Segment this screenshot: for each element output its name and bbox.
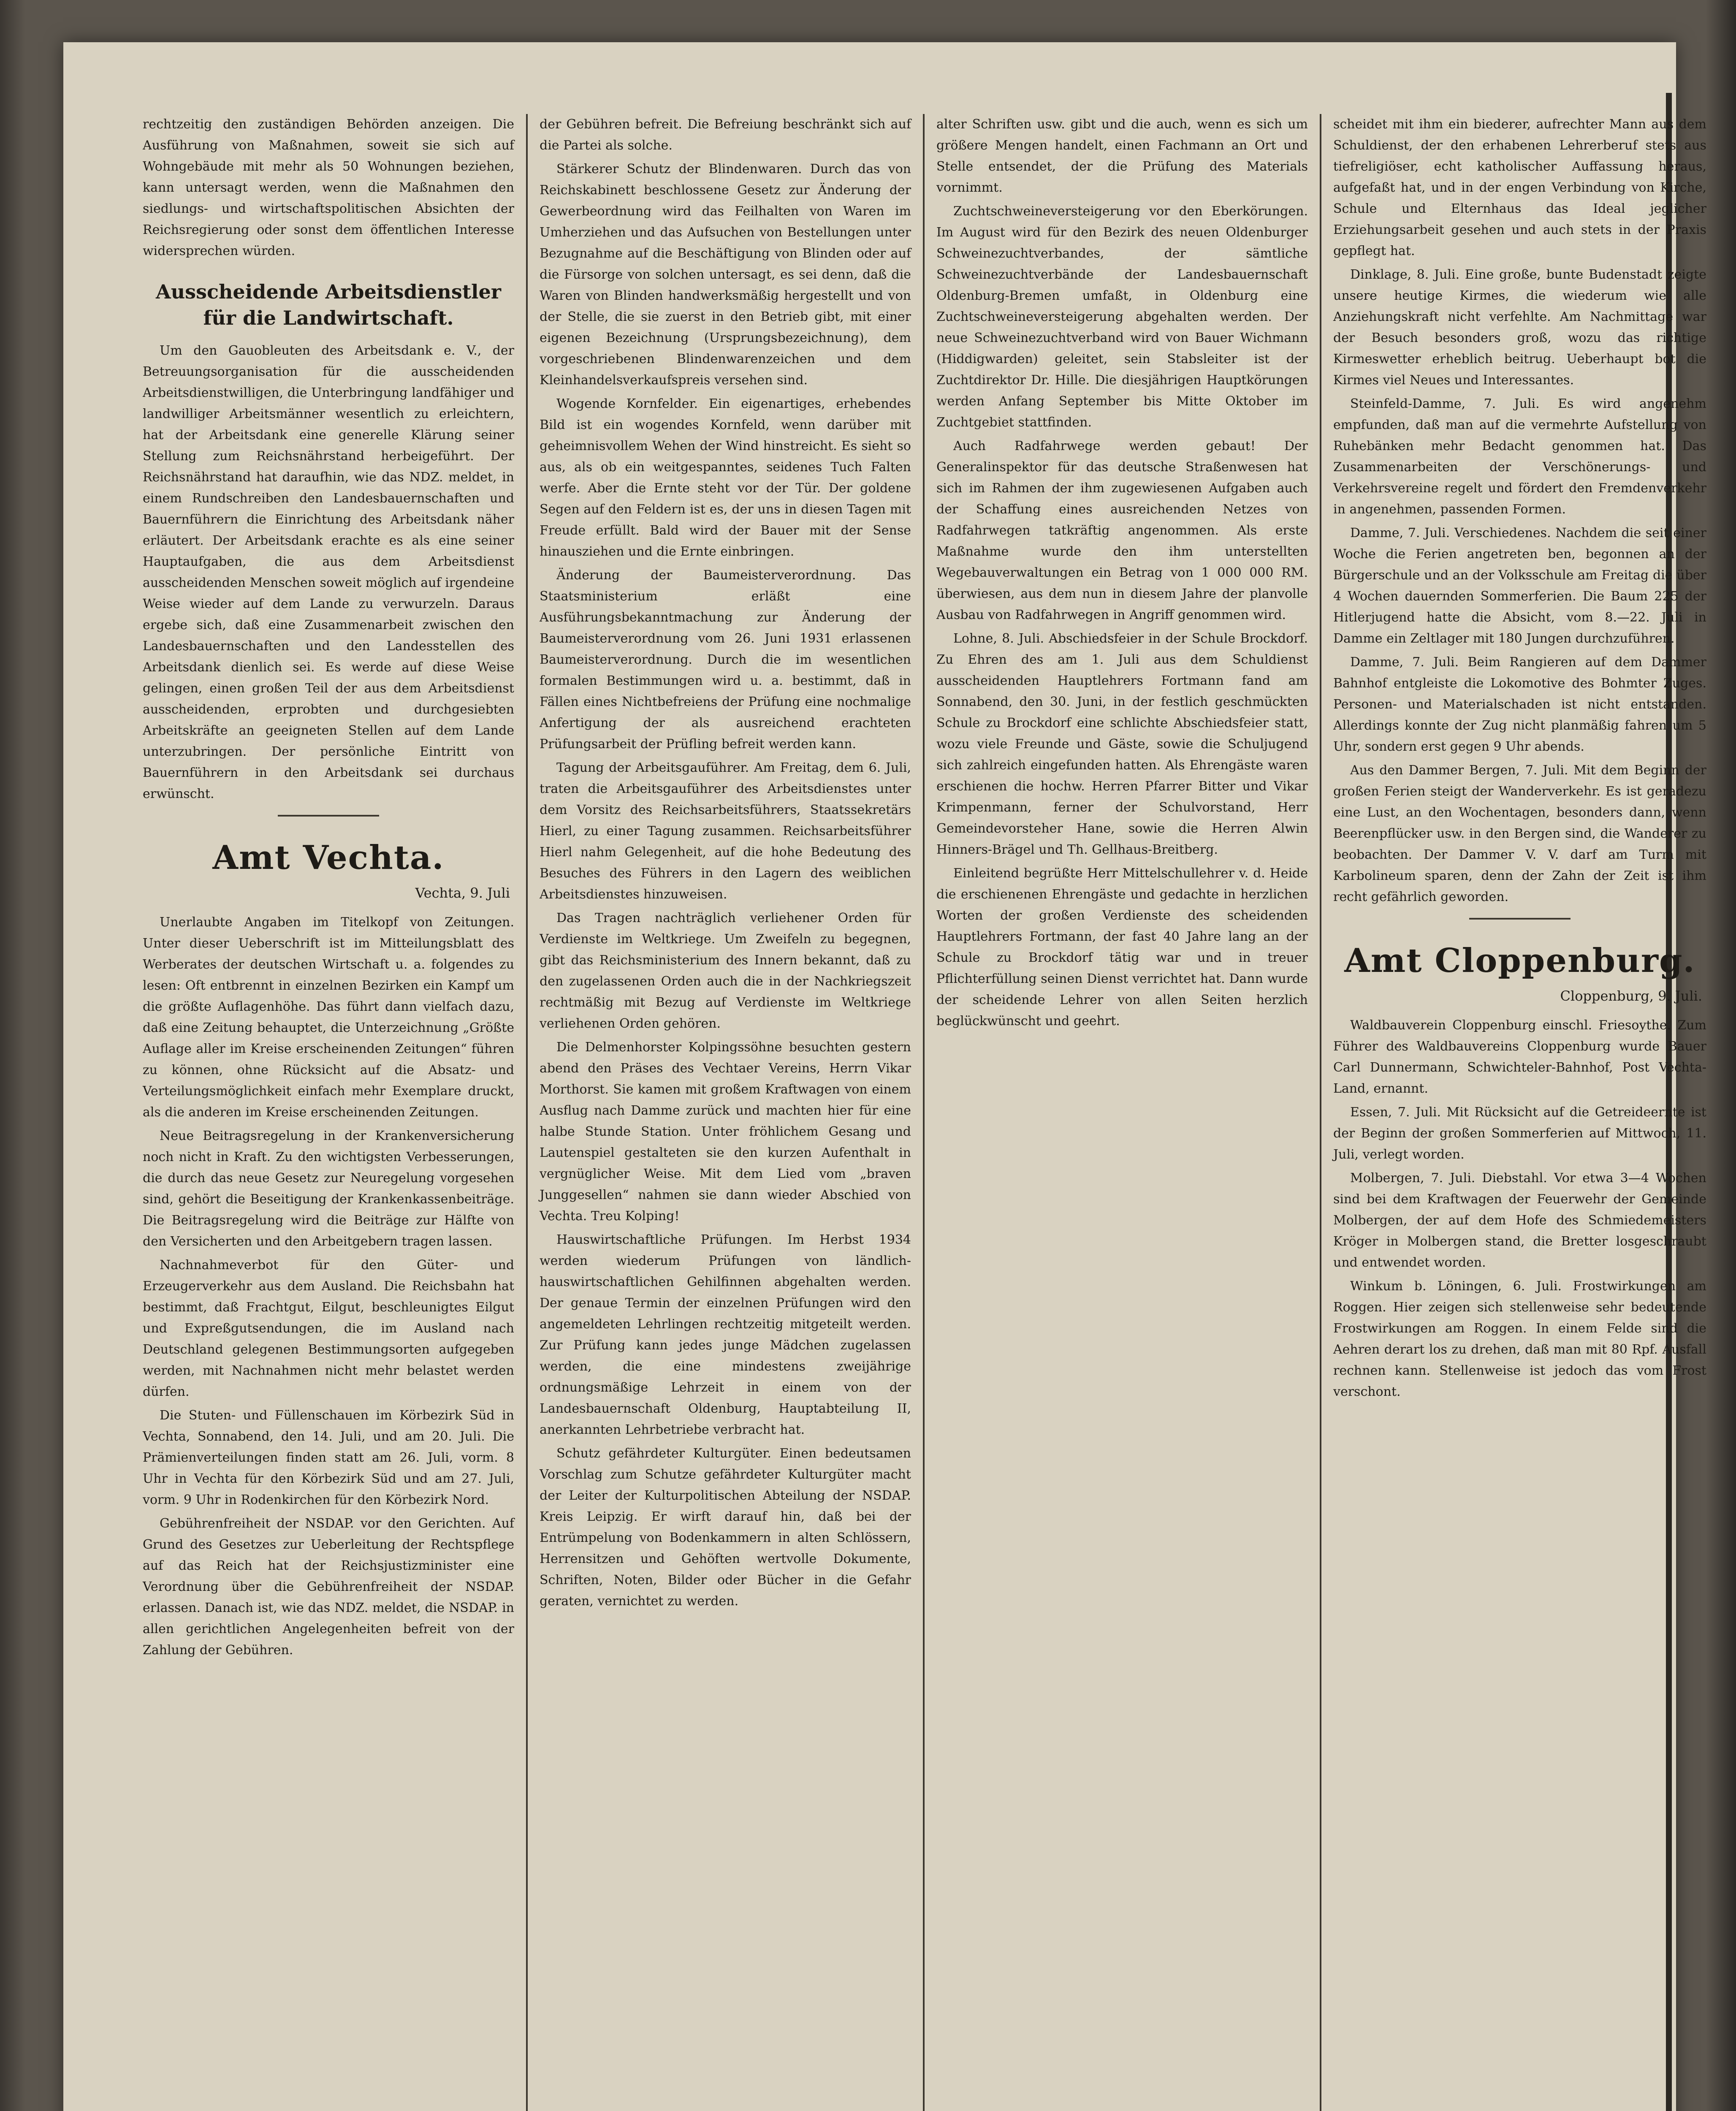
article-paragraph: Nachnahmeverbot für den Güter- und Erzeugerverkehr aus dem Ausland. Die Reichsbahn hat bestimmt, daß Frachtgut, Eilgut, beschleunigtes Eilgut und Expreßgutsendungen, die im Ausland nach Deutschland gelegenen Bestimmungsorten aufgegeben werden, mit Nachnahmen nicht mehr belastet werden dürfen.	[143, 1258, 514, 1399]
article-paragraph: Auch Radfahrwege werden gebaut! Der Generalinspektor für das deutsche Straßenwesen hat sich im Rahmen der ihm zugewiesenen Aufgaben auch der Schaffung eines ausreichenden Netzes von Radfahrwegen tatkräftig angenommen. Als erste Maßnahme wurde den ihm unterstellten Wegebauverwaltungen ein Betrag von 1 000 000 RM. überwiesen, aus dem nun in diesem Jahre der planvolle Ausbau von Radfahrwegen in Angriff genommen wird.	[936, 439, 1308, 622]
article-paragraph: Hauswirtschaftliche Prüfungen. Im Herbst 1934 werden wiederum Prüfungen von ländlich-hauswirtschaftlichen Gehilfinnen abgehalten werden. Der genaue Termin der einzelnen Prüfungen wird den angemeldeten Lehrlingen rechtzeitig mitgeteilt werden. Zur Prüfung kann jedes junge Mädchen zugelassen werden, die eine mindestens zweijährige ordnungsmäßige Lehrzeit in einem von der Landesbauernschaft Oldenburg, Hauptabteilung II, anerkannten Lehrbetriebe verbracht hat.	[540, 1232, 911, 1437]
article-paragraph: Dinklage, 8. Juli. Eine große, bunte Budenstadt zeigte unsere heutige Kirmes, die wiederum wie alle Anziehungskraft nicht verfehlte. Am Nachmittage war der Besuch besonders groß, wozu das richtige Kirmeswetter erheblich beitrug. Ueberhaupt bot die Kirmes viel Neues und Interessantes.	[1333, 267, 1706, 388]
article-paragraph: Wogende Kornfelder. Ein eigenartiges, erhebendes Bild ist ein wogendes Kornfeld, wenn darüber mit geheimnisvollem Wehen der Wind hinstreicht. Es sieht so aus, als ob ein weitgespanntes, seidenes Tuch Falten werfe. Aber die Ernte steht vor der Tür. Der goldene Segen auf den Feldern ist es, der uns in diesen Tagen mit Freude erfüllt. Bald wird der Bauer mit der Sense hinausziehen und die Ernte einbringen.	[540, 396, 911, 559]
article-paragraph: Schutz gefährdeter Kulturgüter. Einen bedeutsamen Vorschlag zum Schutze gefährdeter Kulturgüter macht der Leiter der Kulturpolitischen Abteilung der NSDAP. Kreis Leipzig. Er wirft darauf hin, daß bei der Entrümpelung von Bodenkammern in alten Schlössern, Herrensitzen und Gehöften wertvolle Dokumente, Schriften, Noten, Bilder oder Bücher in die Gefahr geraten, vernichtet zu werden.	[540, 1446, 911, 1609]
column-4	[1321, 114, 1718, 2111]
article-paragraph: Tagung der Arbeitsgauführer. Am Freitag, dem 6. Juli, traten die Arbeitsgauführer des Arbeitsdienstes unter dem Vorsitz des Reichsarbeitsführers, Staatssekretärs Hierl, zu einer Tagung zusammen. Reichsarbeitsführer Hierl nahm Gelegenheit, auf die hohe Bedeutung des Besuches des Führers in den Lagern des weiblichen Arbeitsdienstes hinzuweisen.	[540, 760, 911, 902]
article-heading: Ausscheidende Arbeitsdienstler für die Landwirtschaft.	[156, 280, 501, 329]
section-divider	[1469, 918, 1571, 920]
column-1	[131, 114, 528, 2111]
article-paragraph: Lohne, 8. Juli. Abschiedsfeier in der Schule Brockdorf. Zu Ehren des am 1. Juli aus dem Schuldienst ausscheidenden Hauptlehrers Fortmann fand am Sonnabend, den 30. Juni, in der festlich geschmückten Schule zu Brockdorf eine schlichte Abschiedsfeier statt, wozu viele Freunde und Gäste, sowie die Schuljugend sich zahlreich eingefunden hatten. Als Ehrengäste waren erschienen die hochw. Herren Pfarrer Bitter und Vikar Krimpenmann, ferner der Schulvorstand, Herr Gemeindevorsteher Hane, sowie die Herren Alwin Hinners-Brägel und Th. Gellhaus-Breitberg.	[936, 631, 1308, 857]
article-paragraph: Stärkerer Schutz der Blindenwaren. Durch das von Reichskabinett beschlossene Gesetz zur Änderung der Gewerbeordnung wird das Feilhalten von Waren im Umherziehen und das Aufsuchen von Bestellungen unter Bezugnahme auf die Beschäftigung von Blinden oder auf die Fürsorge von solchen untersagt, es sei denn, daß die Waren von Blinden handwerksmäßig hergestellt und von der Stelle, die sie zuerst in den Betrieb gibt, mit einer eigenen Bezeichnung (Ursprungsbezeichnung), dem vorgeschriebenen Blindenwarenzeichen und dem Kleinhandelsverkaufspreis versehen sind.	[540, 162, 911, 388]
article-paragraph: Die Stuten- und Füllenschauen im Körbezirk Süd in Vechta, Sonnabend, den 14. Juli, und am 20. Juli. Die Prämienverteilungen finden statt am 26. Juli, vorm. 8 Uhr in Vechta für den Körbezirk Süd und am 27. Juli, vorm. 9 Uhr in Rodenkirchen für den Körbezirk Nord.	[143, 1408, 514, 1507]
article-paragraph: scheidet mit ihm ein biederer, aufrechter Mann aus dem Schuldienst, der den erhabenen Lehrerberuf stets aus tiefreligiöser, echt katholischer Auffassung heraus, aufgefaßt hat, und in der engen Verbindung von Kirche, Schule und Elternhaus das Ideal jeglicher Erziehungsarbeit gesehen und auch stets in der Praxis gepflegt hat.	[1333, 117, 1706, 258]
article-paragraph: Steinfeld-Damme, 7. Juli. Es wird angenehm empfunden, daß man auf die vermehrte Aufstellung von Ruhebänken mehr Bedacht genommen hat. Das Zusammenarbeiten der Verschönerungs- und Verkehrsvereine regelt und fördert den Fremdenverkehr in angenehmen, passenden Formen.	[1333, 396, 1706, 517]
article-paragraph: Essen, 7. Juli. Mit Rücksicht auf die Getreideernte ist der Beginn der großen Sommerferien auf Mittwoch, 11. Juli, verlegt worden.	[1333, 1105, 1706, 1162]
column-3	[925, 114, 1321, 2111]
article-paragraph: Änderung der Baumeisterverordnung. Das Staatsministerium erläßt eine Ausführungsbekanntmachung zur Änderung der Baumeisterverordnung vom 26. Juni 1931 erlassenen Baumeisterverordnung. Durch die im wesentlichen formalen Bestimmungen wird u. a. bestimmt, daß in Fällen eines Nichtbefreiens der Prüfung eine nochmalige Anfertigung der als ausreichend erachteten Prüfungsarbeit der Prüfling befreit werden kann.	[540, 568, 911, 752]
article-paragraph: Gebührenfreiheit der NSDAP. vor den Gerichten. Auf Grund des Gesetzes zur Ueberleitung der Rechtspflege auf das Reich hat der Reichsjustizminister eine Verordnung über die Gebührenfreiheit der NSDAP. erlassen. Danach ist, wie das NDZ. meldet, die NSDAP. in allen gerichtlichen Angelegenheiten befreit von der Zahlung der Gebühren.	[143, 1516, 514, 1658]
section-divider	[278, 815, 379, 817]
newspaper-page	[63, 42, 1706, 2111]
article-paragraph: der Gebühren befreit. Die Befreiung beschränkt sich auf die Partei als solche.	[540, 117, 911, 153]
article-paragraph: rechtzeitig den zuständigen Behörden anzeigen. Die Ausführung von Maßnahmen, soweit sie sich auf Wohngebäude mit mehr als 50 Wohnungen beziehen, kann untersagt werden, wenn die Maßnahmen den siedlungs- und wirtschaftspolitischen Absichten der Reichsregierung oder sonst dem öffentlichen Interesse widersprechen würden.	[143, 117, 514, 258]
article-paragraph: Einleitend begrüßte Herr Mittelschullehrer v. d. Heide die erschienenen Ehrengäste und gedachte in herzlichen Worten der großen Verdienste des scheidenden Hauptlehrers Fortmann, der fast 40 Jahre lang an der Schule zu Brockdorf tätig war und in treuer Pflichterfüllung seinen Dienst verrichtet hat. Dann wurde der scheidende Lehrer von allen Seiten herzlich beglückwünscht und geehrt.	[936, 866, 1308, 1028]
article-paragraph: Winkum b. Löningen, 6. Juli. Frostwirkungen am Roggen. Hier zeigen sich stellenweise sehr bedeutende Frostwirkungen am Roggen. In einem Felde sind die Aehren derart los zu drehen, daß man mit 80 Rpf. Ausfall rechnen kann. Stellenweise ist jedoch das vom Frost verschont.	[1333, 1279, 1706, 1399]
article-paragraph: alter Schriften usw. gibt und die auch, wenn es sich um größere Mengen handelt, einen Fachmann an Ort und Stelle entsendet, der die Prüfung des Materials vornimmt.	[936, 117, 1308, 195]
article-paragraph: Molbergen, 7. Juli. Diebstahl. Vor etwa 3—4 Wochen sind bei dem Kraftwagen der Feuerwehr der Gemeinde Molbergen, der auf dem Hofe des Schmiedemeisters Kröger in Molbergen stand, die Bretter losgeschraubt und entwendet worden.	[1333, 1171, 1706, 1270]
text-columns	[131, 114, 1718, 2111]
article-paragraph: Zuchtschweineversteigerung vor den Eberkörungen. Im August wird für den Bezirk des neuen Oldenburger Schweinezuchtverbandes, der sämtliche Schweinezuchtverbände der Landesbauernschaft Oldenburg-Bremen umfaßt, in Oldenburg eine Zuchtschweineversteigerung abgehalten werden. Der neue Schweinezuchtverband wird von Bauer Wichmann (Hiddigwarden) geleitet, sein Stabsleiter ist der Zuchtdirektor Dr. Hille. Die diesjährigen Hauptkörungen werden Anfang September bis Mitte Oktober im Zuchtgebiet stattfinden.	[936, 204, 1308, 430]
article-paragraph: Neue Beitragsregelung in der Krankenversicherung noch nicht in Kraft. Zu den wichtigsten Verbesserungen, die durch das neue Gesetz zur Neuregelung vorgesehen sind, gehört die Beseitigung der Krankenkassenbeiträge. Die Beitragsregelung wird die Beiträge zur Hälfte von den Versicherten und den Arbeitgebern tragen lassen.	[143, 1129, 514, 1249]
article-paragraph: Die Delmenhorster Kolpingssöhne besuchten gestern abend den Präses des Vechtaer Vereins, Herrn Vikar Morthorst. Sie kamen mit großem Kraftwagen von einem Ausflug nach Damme zurück und machten hier für eine halbe Stunde Station. Unter fröhlichem Gesang und Lautenspiel gestalteten sie den kurzen Aufenthalt in vergnüglicher Weise. Mit dem Lied vom „braven Junggesellen“ nahmen sie dann wieder Abschied von Vechta. Treu Kolping!	[540, 1040, 911, 1224]
article-paragraph: Damme, 7. Juli. Beim Rangieren auf dem Dammer Bahnhof entgleiste die Lokomotive des Bohmter Zuges. Personen- und Materialschaden ist nicht entstanden. Allerdings konnte der Zug nicht planmäßig fahren um 5 Uhr, sondern erst gegen 9 Uhr abends.	[1333, 655, 1706, 754]
article-paragraph: Um den Gauobleuten des Arbeitsdank e. V., der Betreuungsorganisation für die ausscheidenden Arbeitsdienstwilligen, die Unterbringung landfähiger und landwilliger Arbeitsmänner wesentlich zu erleichtern, hat der Arbeitsdank eine generelle Klärung seiner Stellung zum Reichsnährstand herbeigeführt. Der Reichsnährstand hat daraufhin, wie das NDZ. meldet, in einem Rundschreiben den Landesbauernschaften und Bauernführern die Einrichtung des Arbeitsdank näher erläutert. Der Arbeitsdank erachte es als eine seiner Hauptaufgaben, die aus dem Arbeitsdienst ausscheidenden Menschen soweit möglich auf irgendeine Weise wieder auf dem Lande zu verwurzeln. Daraus ergebe sich, daß eine Zusammenarbeit zwischen den Landesbauernschaften und den Landesstellen des Arbeitsdank dienlich sei. Es werde auf diese Weise gelingen, einen großen Teil der aus dem Arbeitsdienst ausscheidenden, erprobten und durchgesiebten Arbeitskräfte an geeigneten Stellen auf dem Lande unterzubringen. Der persönliche Eintritt von Bauernführern in den Arbeitsdank sei durchaus erwünscht.	[143, 343, 514, 801]
article-paragraph: Aus den Dammer Bergen, 7. Juli. Mit dem Beginn der großen Ferien steigt der Wanderverkehr. Es ist geradezu eine Lust, an den Wochentagen, besonders dann, wenn Beerenpflücker usw. in den Bergen sind, die Wanderer zu beobachten. Der Dammer V. V. darf am Turm mit Karbolineum sparen, denn der Zahn der Zeit ist ihm recht gefährlich geworden.	[1333, 763, 1706, 904]
section-heading-amt-vechta: Amt Vechta.	[212, 838, 445, 877]
section-heading-amt-cloppenburg: Amt Cloppenburg.	[1344, 942, 1695, 980]
article-paragraph: Unerlaubte Angaben im Titelkopf von Zeitungen. Unter dieser Ueberschrift ist im Mitteilungsblatt des Werberates der deutschen Wirtschaft u. a. folgendes zu lesen: Oft entbrennt in einzelnen Bezirken ein Kampf um die größte Auflagenhöhe. Das führt dann vielfach dazu, daß eine Zeitung behauptet, die Unterzeichnung „Größte Auflage aller im Kreise erscheinenden Zeitungen“ führen zu können, ohne Rücksicht auf die Absatz- und Verteilungsmöglichkeit einfach mehr Exemplare druckt, als die anderen im Kreise erscheinenden Zeitungen.	[143, 915, 514, 1120]
dateline: Vechta, 9. Juli	[415, 885, 510, 901]
article-paragraph: Damme, 7. Juli. Verschiedenes. Nachdem die seit einer Woche die Ferien angetreten ben, begonnen an der Bürgerschule und an der Volksschule am Freitag die über 4 Wochen dauernden Sommerferien. Die Baum 225 der Hitlerjugend hatte die Absicht, vom 8.—22. Juli in Damme ein Zeltlager mit 180 Jungen durchzuführen.	[1333, 526, 1706, 646]
article-paragraph: Das Tragen nachträglich verliehener Orden für Verdienste im Weltkriege. Um Zweifeln zu begegnen, gibt das Reichsministerium des Innern bekannt, daß zu den zugelassenen Orden auch die in der Nachkriegszeit rechtmäßig mit Bezug auf Verdienste im Weltkriege verliehenen Orden gehören.	[540, 911, 911, 1031]
article-paragraph: Waldbauverein Cloppenburg einschl. Friesoythe. Zum Führer des Waldbauvereins Cloppenburg wurde Bauer Carl Dunnermann, Schwichteler-Bahnhof, Post Vechta-Land, ernannt.	[1333, 1018, 1706, 1096]
dateline: Cloppenburg, 9. Juli.	[1560, 988, 1702, 1004]
column-2	[528, 114, 925, 2111]
